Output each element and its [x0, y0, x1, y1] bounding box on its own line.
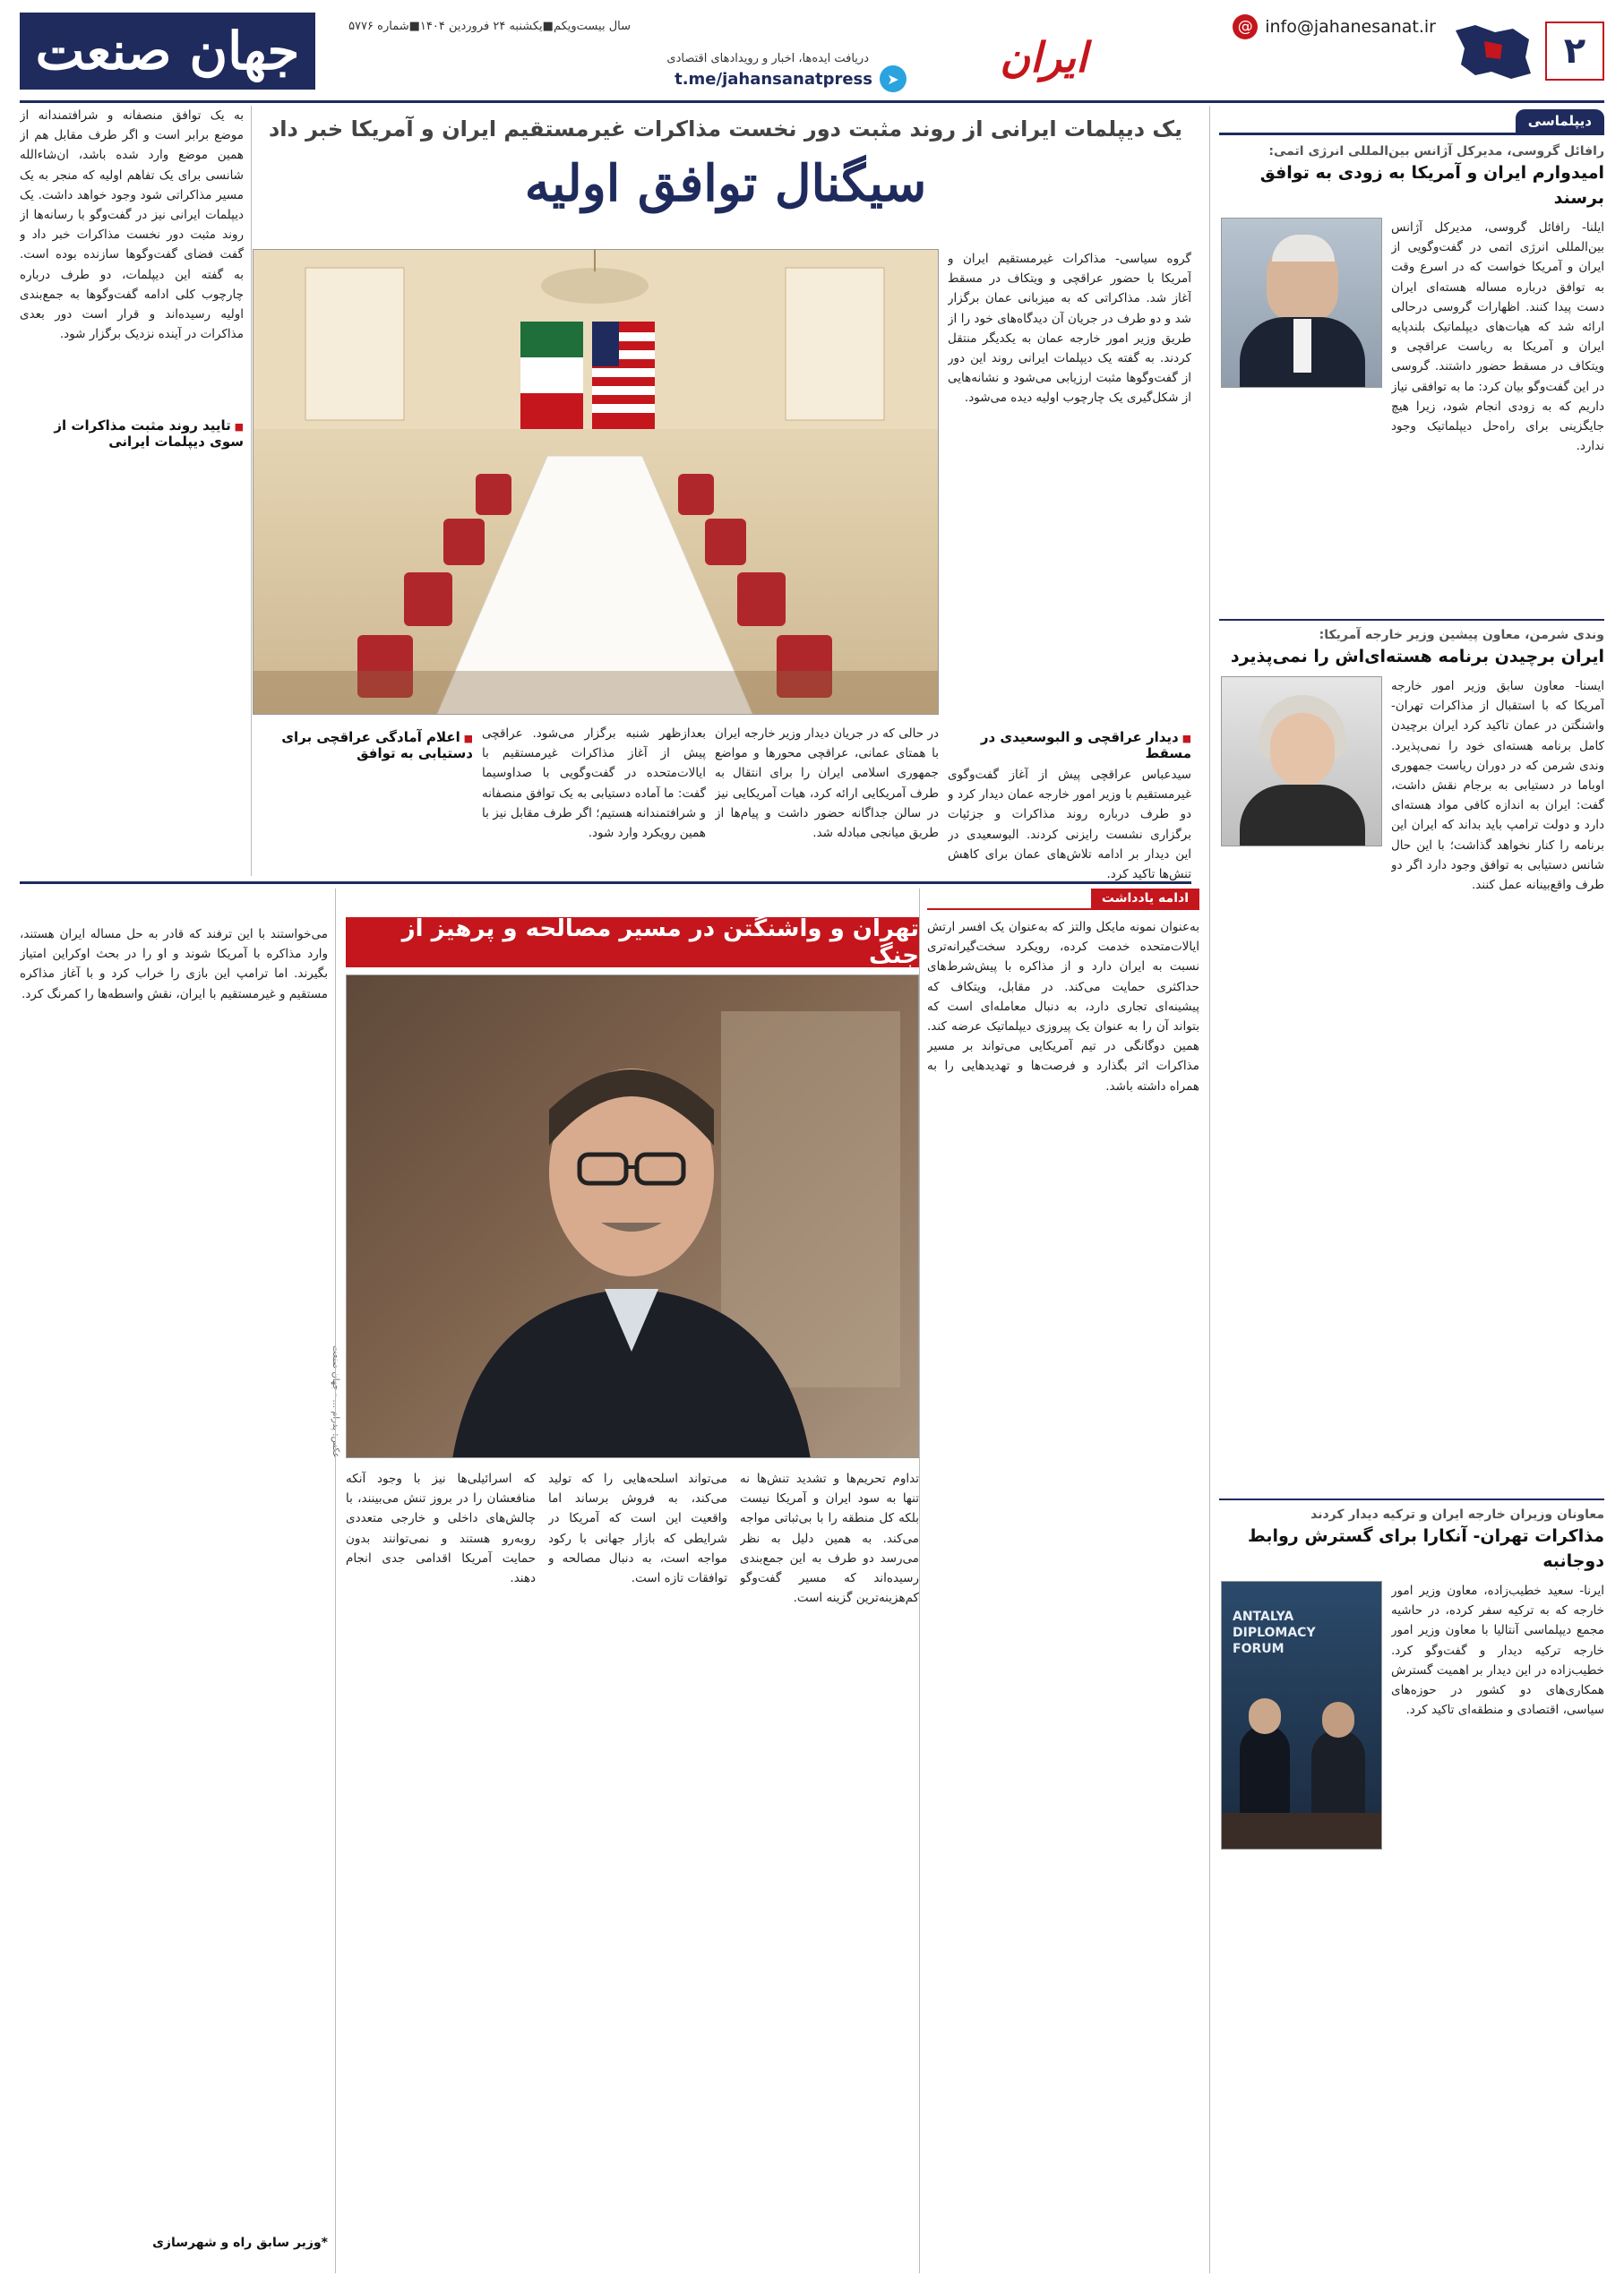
sidebar-item-khatibzadeh — [1219, 1507, 1604, 1966]
sidebar-diplomacy — [1219, 106, 1604, 2273]
interview-section — [20, 889, 919, 2273]
antalya-forum-photo — [1221, 1581, 1382, 1850]
interview-col-b: می‌تواند اسلحه‌هایی را که تولید می‌کند، به فروش برساند اما واقعیت این است که آمریکا در شرایطی که بازار جهانی با رکود مواجه است، به دنبال مصالحه و توافقات تازه است. — [548, 1472, 727, 1586]
sherman-headline: ایران برچیدن برنامه هسته‌ای‌اش را نمی‌پذیرد — [1230, 647, 1604, 666]
notes-body: به‌عنوان نمونه مایکل والتز که به‌عنوان یک افسر ارتش ایالات‌متحده خدمت کرده، رویکرد سخت‌گیرانه‌تری نسبت به ایران دارد و از مذاکره با پیش‌شرط‌های حداکثری حمایت می‌کند. در مقابل، ویتکاف که پیشینه‌ای تجاری دارد، به دنبال معامله‌ای است که بتواند آن را به عنوان یک پیروزی دیپلماتیک عرضه کند. همین دوگانگی در تیم آمریکایی می‌تواند بر مسیر مذاکرات اثر بگذارد و فرصت‌ها و تهدیدهایی را به همراه داشته باشد. — [927, 920, 1199, 1094]
main-column-1 — [948, 724, 1191, 882]
masthead-rule — [20, 100, 1604, 103]
main-headline: سیگنال توافق اولیه — [524, 154, 927, 213]
main-column-4 — [20, 106, 244, 876]
sherman-photo — [1221, 676, 1382, 846]
sidebar-item-sherman — [1219, 628, 1604, 1491]
forum-sign-3: FORUM — [1233, 1642, 1285, 1656]
notes-tab — [927, 889, 1199, 910]
at-icon: @ — [1233, 14, 1258, 39]
main-col-4-text: به یک توافق منصفانه و شرافتمندانه از موضع برابر است و اگر طرف مقابل هم از همین موضع وارد شده باشد، ان‌شاءالله شانسی برای یک تفاهم اولیه که منجر به یک مسیر مذاکراتی شود وجود خواهد داشت. یک دیپلمات ایرانی نیز در گفت‌وگو با رسانه‌ها از روند مثبت دور نخست مذاکرات خبر داد و گفت فضای گفت‌وگوها سازنده بوده است. به گفته این دیپلمات، دو طرف درباره چارچوب کلی ادامه گفت‌وگوها به جمع‌بندی اولیه رسیده‌اند و قرار است دور بعدی مذاکرات در آینده نزدیک برگزار شود. — [20, 108, 244, 342]
khatibzadeh-kicker: معاونان وزیران خارجه ایران و ترکیه دیدار کردند — [1310, 1507, 1604, 1522]
telegram-promo[interactable] — [638, 52, 907, 95]
main-lead: گروه سیاسی- مذاکرات غیرمستقیم ایران و آمریکا با حضور عراقچی و ویتکاف در مسقط آغاز شد. مذاکراتی که به میزبانی عمان برگزار شد و دو طرف در جریان آن دیدگاه‌های خود را از طریق وزیر امور خارجه عمان به یکدیگر منتقل کردند. به گفته یک دیپلمات ایرانی روند این دور از گفت‌وگوها مثبت ارزیابی می‌شود و نشانه‌هایی از شکل‌گیری یک چارچوب اولیه دیده می‌شود. — [948, 252, 1191, 406]
interview-col-c: که اسرائیلی‌ها نیز با وجود آنکه منافعشان را در بروز تنش می‌بینند، با چالش‌های داخلی و خارجی متعددی روبه‌رو هستند و نمی‌توانند بدون حمایت آمریکا اقدامی جدی انجام دهند. — [346, 1472, 536, 1586]
grossi-kicker: رافائل گروسی، مدیرکل آژانس بین‌المللی انرژی اتمی: — [1268, 144, 1604, 159]
forum-sign-1: ANTALYA — [1233, 1610, 1294, 1624]
main-subhead-2: ■ اعلام آمادگی عراقچی برای دستیابی به توافق — [253, 729, 473, 761]
main-col-1-text: سیدعباس عراقچی پیش از آغاز گفت‌وگوی غیرمستقیم با وزیر امور خارجه عمان دیدار کرد و دو طرف درباره روند مذاکرات و جزئیات برگزاری نشست رایزنی کردند. البوسعیدی در این دیدار بر ادامه تلاش‌های عمان برای کاهش تنش‌ها تاکید کرد. — [948, 768, 1191, 882]
notes-tab-label: ادامه یادداشت — [1091, 889, 1199, 908]
telegram-icon: ➤ — [880, 65, 907, 92]
forum-sign-2: DIPLOMACY — [1233, 1626, 1316, 1640]
main-subhead-3: ■ تایید روند مثبت مذاکرات از سوی دیپلمات ایرانی — [20, 417, 244, 450]
email-text: info@jahanesanat.ir — [1265, 17, 1436, 37]
grossi-body: ایلنا- رافائل گروسی، مدیرکل آژانس بین‌المللی انرژی اتمی در گفت‌وگویی از ایران و آمریکا خواست که در اسرع وقت به توافق درباره مساله هسته‌ای ایران دست پیدا کنند. اظهارات گروسی درحالی ارائه شد که هیات‌های دیپلماتیک بلندپایه ایران و آمریکا به ریاست عراقچی و ویتکاف در مسقط حضور داشتند. گروسی در این گفت‌وگو بیان کرد: ما به توافقی نیاز داریم که به زودی انجام شود، زیرا هیچ جایگزینی برای راه‌حل دیپلماتیک وجود ندارد. — [1391, 220, 1604, 454]
section-logo — [994, 25, 1093, 90]
main-left-column-rule — [251, 106, 252, 876]
telegram-link[interactable]: t.me/jahansanatpress — [675, 69, 872, 89]
sidebar-divider-2 — [1219, 1499, 1604, 1500]
masthead — [0, 0, 1624, 106]
email-address[interactable] — [1233, 14, 1436, 39]
grossi-photo — [1221, 218, 1382, 388]
section-logo-text: ایران — [1000, 33, 1087, 82]
grossi-headline: امیدوارم ایران و آمریکا به زودی به توافق برسند — [1259, 163, 1604, 208]
interview-portrait-photo — [346, 975, 919, 1458]
main-story — [20, 106, 1191, 882]
main-subhead-1: ■ دیدار عراقچی و البوسعیدی در مسقط — [948, 729, 1191, 761]
main-col-3-text: بعدازظهر شنبه برگزار می‌شود. عراقچی پیش از آغاز مذاکرات غیرمستقیم با ایالات‌متحده در گفت‌وگویی با صداوسیما گفت: ما آماده دستیابی به یک توافق منصفانه و شرافتمندانه هستیم؛ اگر طرف مقابل نیز با همین رویکرد وارد شود. — [482, 726, 706, 841]
main-column-3b — [253, 724, 473, 876]
interview-left-rule — [335, 889, 336, 2273]
interview-headline: تهران و واشنگتن در مسیر مصالحه و پرهیز از جنگ — [401, 915, 919, 969]
sidebar-item-grossi — [1219, 144, 1604, 612]
interview-col-d-wrap — [20, 924, 328, 2268]
interview-author: *وزیر سابق راه و شهرسازی — [152, 2236, 328, 2250]
page-number-value: ۲ — [1563, 30, 1586, 72]
interview-headline-banner — [346, 917, 919, 967]
notes-continuation — [927, 889, 1199, 2273]
main-kicker: یک دیپلمات ایرانی از روند مثبت دور نخست مذاکرات غیرمستقیم ایران و آمریکا خبر داد — [268, 116, 1183, 142]
sherman-kicker: وندی شرمن، معاون پیشین وزیر خارجه آمریکا: — [1319, 628, 1604, 642]
sidebar-section-label: دیپلماسی — [1516, 109, 1604, 133]
sidebar-divider-1 — [1219, 619, 1604, 621]
negotiation-table-photo — [253, 249, 939, 715]
sidebar-column-rule — [1209, 106, 1210, 2273]
date-line: سال بیست‌ویکم■یکشنبه ۲۴ فروردین ۱۴۰۴■شماره ۵۷۷۶ — [348, 20, 631, 33]
main-column-2: در حالی که در جریان دیدار وزیر خارجه ایران با همتای عمانی، عراقچی محورها و مواضع جمهوری اسلامی ایران را برای انتقال به طرف آمریکایی ارائه کرد، هیات آمریکایی نیز در سالن جداگانه حضور داشت و پیام‌ها از طریق میانجی مبادله شد. — [715, 726, 939, 841]
khatibzadeh-headline: مذاکرات تهران- آنکارا برای گسترش روابط دوجانبه — [1248, 1526, 1604, 1571]
main-story-bottom-rule — [20, 881, 1191, 884]
khatibzadeh-body: ایرنا- سعید خطیب‌زاده، معاون وزیر امور خارجه که به ترکیه سفر کرده، در حاشیه مجمع دیپلماسی آنتالیا با معاون وزیر امور خارجه ترکیه دیدار و گفت‌وگو کرد. خطیب‌زاده در این دیدار بر اهمیت گسترش همکاری‌های دو کشور در حوزه‌های سیاسی، اقتصادی و منطقه‌ای تاکید کرد. — [1391, 1584, 1604, 1718]
interview-col-a: تداوم تحریم‌ها و تشدید تنش‌ها نه تنها به سود ایران و آمریکا نیست بلکه کل منطقه را با بی‌ثباتی مواجه می‌کند. به همین دلیل به نظر می‌رسد دو طرف به این جمع‌بندی رسیده‌اند که مسیر گفت‌وگو کم‌هزینه‌ترین گزینه است. — [740, 1472, 919, 1606]
interview-col-d: می‌خواستند با این ترفند که قادر به حل مساله ایران هستند، وارد مذاکره با آمریکا شوند و او را در بحث اوکراین امتیاز بگیرند. اما ترامپ این بازی را خراب کرد و با آغاز مذاکره مستقیم و غیرمستقیم با ایران، نقش واسطه‌ها را کمرنگ کرد. — [20, 927, 328, 1001]
newspaper-logo — [20, 13, 315, 90]
page-number — [1545, 21, 1604, 81]
sidebar-section-tab — [1219, 109, 1604, 135]
main-column-3 — [482, 724, 706, 876]
telegram-caption: دریافت ایده‌ها، اخبار و رویدادهای اقتصادی — [666, 52, 869, 65]
notes-column-rule — [919, 889, 920, 2273]
iran-map-icon — [1448, 21, 1536, 84]
sherman-body: ایسنا- معاون سابق وزیر امور خارجه آمریکا که با استقبال از مذاکرات تهران- واشنگتن در عمان تاکید کرد ایران برچیدن کامل برنامه هسته‌ای خود را نمی‌پذیرد. وندی شرمن که در دوران ریاست جمهوری اوباما در دستیابی به برجام نقش داشت، گفت: ایران به اندازه کافی مواد هسته‌ای دارد و دولت ترامپ باید بداند که ایران این برنامه را کنار نخواهد گذاشت؛ با این حال شانس دستیابی به توافق وجود دارد اگر دو طرف واقع‌بینانه عمل کنند. — [1391, 679, 1604, 893]
newspaper-logo-text: جهان صنعت — [35, 21, 300, 82]
